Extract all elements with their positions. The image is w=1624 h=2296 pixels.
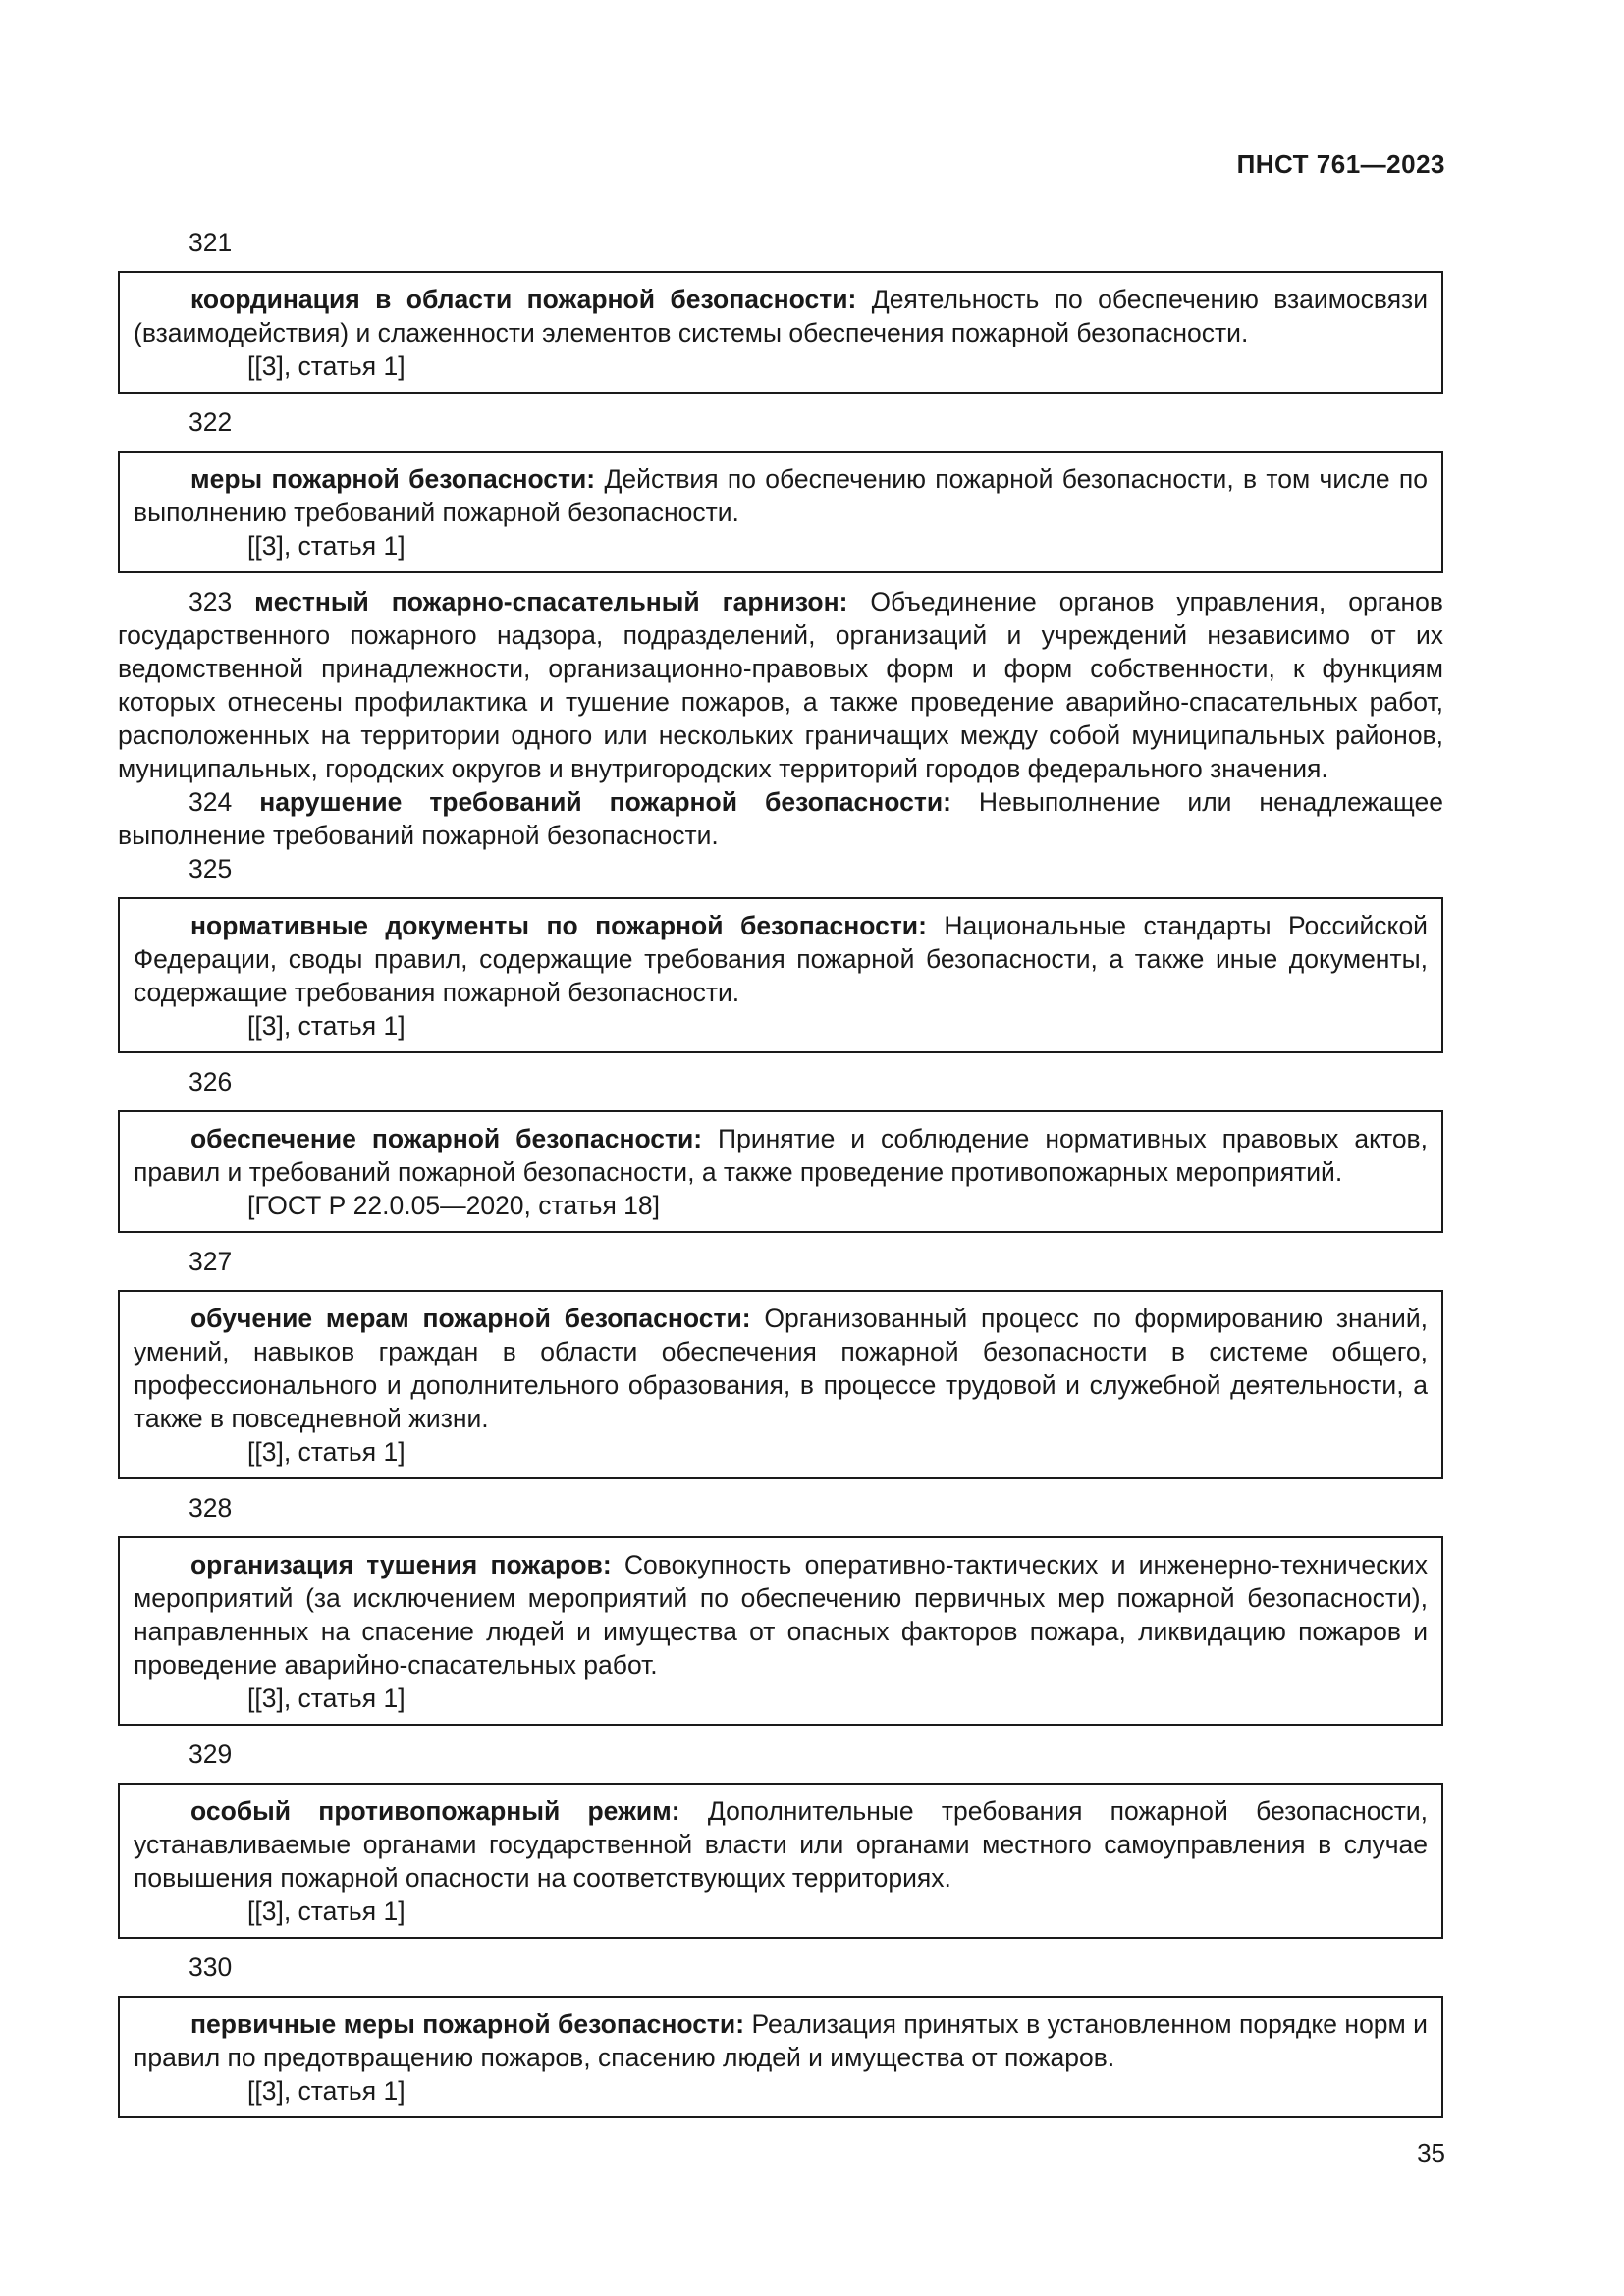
definition-text [134, 2007, 1428, 2074]
definition: Объединение органов управления, органов государственного пожарного надзора, подразделений, организаций и учреждений независимо от их ведомственной принадлежности, организационно-правовых форм и форм собственности, к функциям которых отнесены профилактика и тушение пожаров, а также проведение аварийно-спасательных работ, расположенных на территории одного или нескольких граничащих между собой муниципальных районов, муниципальных, городских округов и внутригородских территорий городов федерального значения. [118, 587, 1443, 783]
entry-number: 325 [189, 854, 233, 883]
definition: Действия по обеспечению пожарной безопасности, в том числе по выполнению требований пожарной безопасности. [134, 464, 1428, 527]
definition: Принятие и соблюдение нормативных правовых актов, правил и требований пожарной безопасности, а также проведение противопожарных мероприятий. [134, 1124, 1428, 1187]
document-designation: ПНСТ 761—2023 [1236, 149, 1445, 179]
definition: Дополнительные требования пожарной безопасности, устанавливаемые органами государственной власти или органами местного самоуправления в случае повышения пожарной опасности на соответствующих территориях. [134, 1796, 1428, 1893]
source-reference: [[3], статья 1] [247, 1437, 406, 1467]
entry-number: 329 [189, 1739, 233, 1769]
term: обучение мерам пожарной безопасности: [190, 1304, 751, 1333]
definition-text [134, 1794, 1428, 1895]
definition-text [134, 283, 1428, 349]
entry-number: 322 [189, 407, 233, 437]
term: меры пожарной безопасности: [190, 464, 596, 494]
source-reference: [[3], статья 1] [247, 351, 406, 381]
definition-box [118, 451, 1443, 573]
term: нормативные документы по пожарной безопасности: [190, 911, 927, 940]
definition-box [118, 1536, 1443, 1726]
term: местный пожарно-спасательный гарнизон: [254, 587, 848, 616]
definition-box [118, 897, 1443, 1053]
free-entry [118, 785, 1443, 852]
term: нарушение требований пожарной безопасности: [259, 787, 951, 817]
entry-number: 323 [189, 587, 233, 616]
term: координация в области пожарной безопасности: [190, 285, 857, 314]
definition: Национальные стандарты Российской Федерации, своды правил, содержащие требования пожарной безопасности, а также иные документы, содержащие требования пожарной безопасности. [134, 911, 1428, 1007]
entry-number: 328 [189, 1493, 233, 1522]
definition-text [134, 909, 1428, 1009]
definition-box [118, 1996, 1443, 2118]
definition: Организованный процесс по формированию знаний, умений, навыков граждан в области обеспечения пожарной безопасности в системе общего, профессионального и дополнительного образования, в процессе трудовой и служебной деятельности, а также в повседневной жизни. [134, 1304, 1429, 1433]
definition: Реализация принятых в установленном порядке норм и правил по предотвращению пожаров, спасению людей и имущества от пожаров. [134, 2009, 1428, 2072]
page-number: 35 [1417, 2138, 1445, 2167]
term: обеспечение пожарной безопасности: [190, 1124, 703, 1153]
definition-text [134, 1302, 1428, 1435]
entry-number: 326 [189, 1067, 233, 1096]
definition-text [134, 1122, 1428, 1189]
definition: Невыполнение или ненадлежащее выполнение требований пожарной безопасности. [118, 787, 1443, 850]
entry-number: 324 [189, 787, 233, 817]
source-reference: [ГОСТ Р 22.0.05—2020, статья 18] [247, 1191, 661, 1220]
entry-number: 327 [189, 1247, 233, 1276]
definition-box [118, 1110, 1443, 1233]
free-entry [118, 585, 1443, 785]
definition-text [134, 1548, 1428, 1682]
definition-box [118, 1290, 1443, 1479]
source-reference: [[3], статья 1] [247, 1896, 406, 1926]
entry-number: 330 [189, 1952, 233, 1982]
definition-box [118, 1783, 1443, 1939]
definition: Совокупность оперативно-тактических и инженерно-технических мероприятий (за исключением мероприятий по обеспечению первичных мер пожарной безопасности), направленных на спасение людей и имущества от опасных факторов пожара, ликвидацию пожаров и проведение аварийно-спасательных работ. [134, 1550, 1428, 1680]
term: особый противопожарный режим: [190, 1796, 680, 1826]
definition-box [118, 271, 1443, 394]
terms-list [118, 226, 1443, 2118]
definition: Деятельность по обеспечению взаимосвязи (взаимодействия) и слаженности элементов системы обеспечения пожарной безопасности. [134, 285, 1428, 347]
entry-number: 321 [189, 228, 233, 257]
free-entries [118, 585, 1443, 852]
source-reference: [[3], статья 1] [247, 2076, 406, 2106]
source-reference: [[3], статья 1] [247, 1011, 406, 1041]
term: первичные меры пожарной безопасности: [190, 2009, 745, 2039]
definition-text [134, 462, 1428, 529]
source-reference: [[3], статья 1] [247, 1683, 406, 1713]
term: организация тушения пожаров: [190, 1550, 612, 1579]
source-reference: [[3], статья 1] [247, 531, 406, 561]
